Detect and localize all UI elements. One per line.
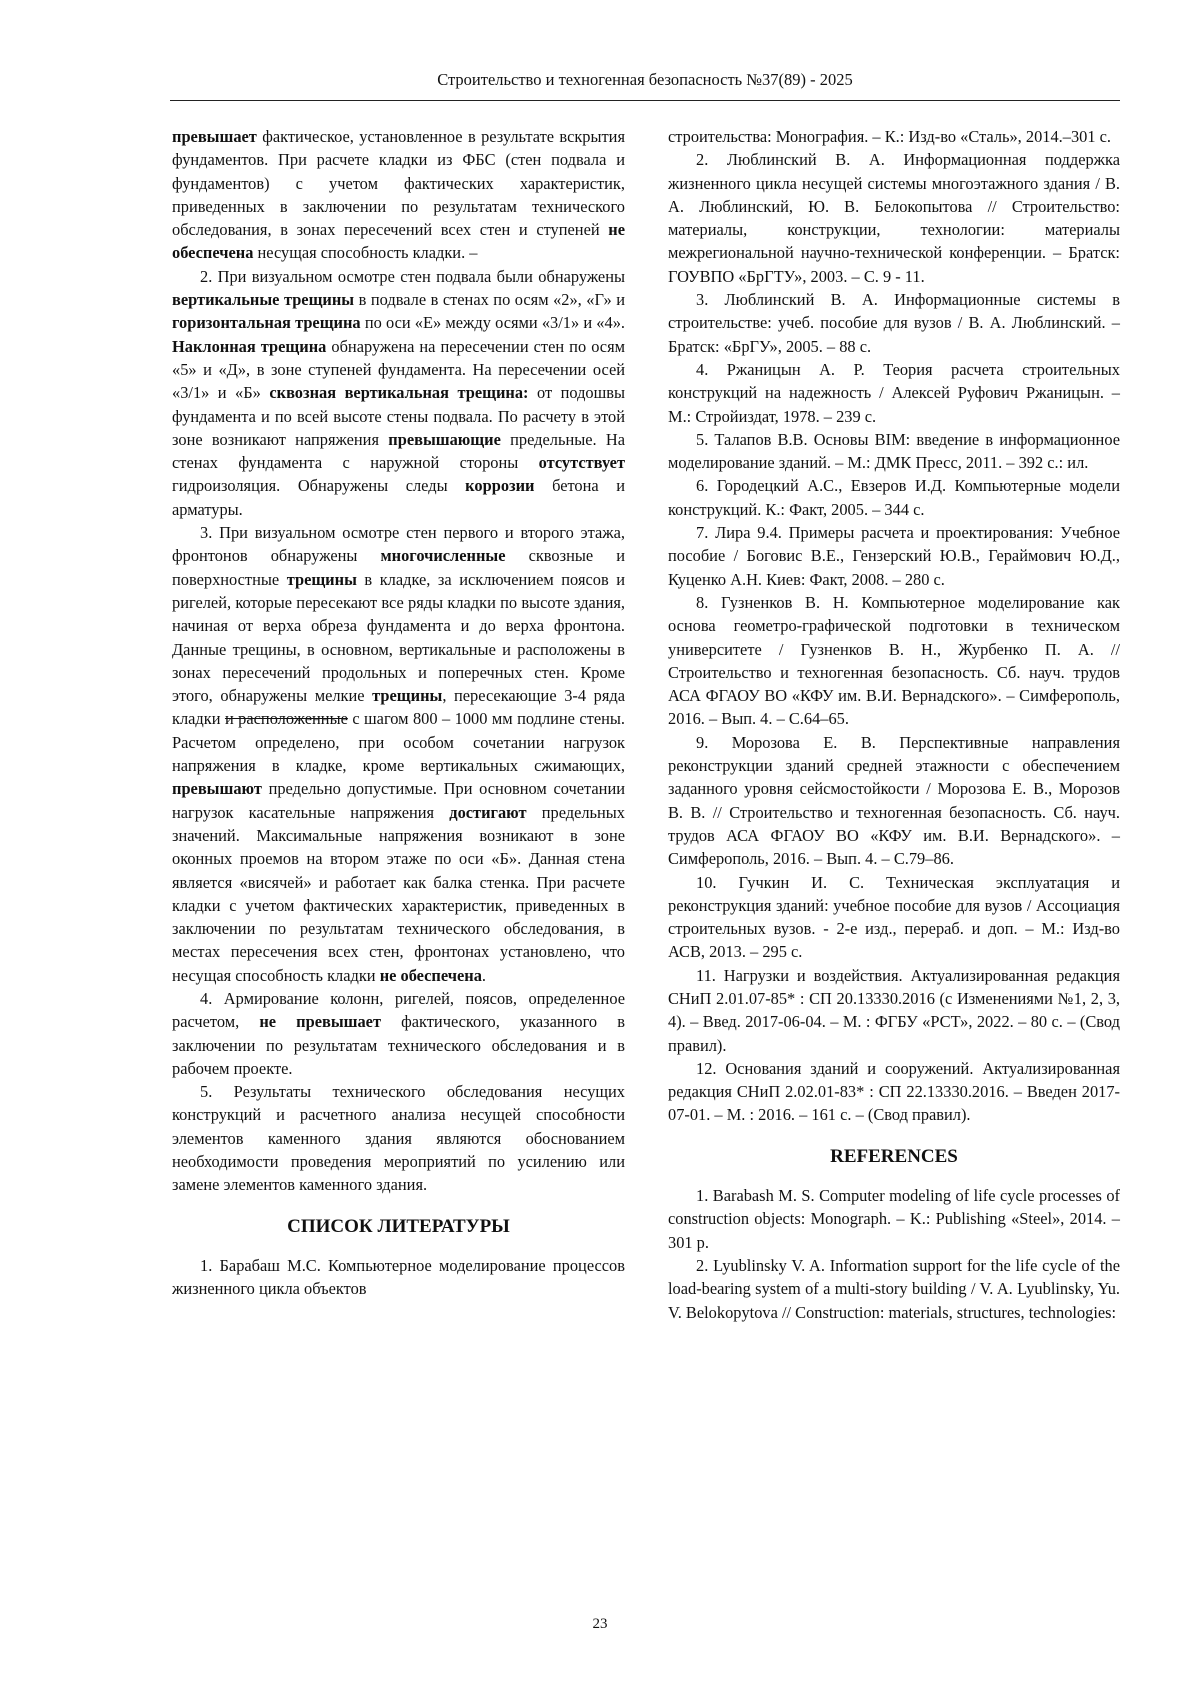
reference-item: 9. Морозова Е. В. Перспективные направления реконструкции зданий средней этажности с обеспечением заданного уровня сейсмостойкости / Морозова Е. В., Морозов В. В. // Строительство и техногенная безопасность. Сб. науч. трудов АСА ФГАОУ ВО «КФУ им. В.И. Вернадского». – Симферополь, 2016. – Вып. 4. – С.79–86. xyxy=(668,732,1120,869)
reference-item: 12. Основания зданий и сооружений. Актуализированная редакция СНиП 2.02.01-83* : СП 22.13330.2016. – Введен 2017-07-01. – М. : 2016. – 161 с. – (Свод правил). xyxy=(668,1058,1120,1125)
reference-item: 8. Гузненков В. Н. Компьютерное моделирование как основа геометро-графической подготовки в техническом университете / Гузненков В. Н., Журбенко П. А. // Строительство и техногенная безопасность. Сб. науч. трудов АСА ФГАОУ ВО «КФУ им. В.И. Вернадского». – Симферополь, 2016. – Вып. 4. – С.64–65. xyxy=(668,592,1120,729)
right-column xyxy=(668,125,1120,1324)
paragraph-3: 3. При визуальном осмотре стен первого и второго этажа, фронтонов обнаружены многочисленные сквозные и поверхностные трещины в кладке, за исключением поясов и ригелей, которые пересекают все ряды кладки по высоте здания, начиная от верха обреза фундамента и до верха фронтона. Данные трещины, в основном, вертикальные и расположены в зонах пересечений продольных и поперечных стен. Кроме этого, обнаружены мелкие трещины, пересекающие 3-4 ряда кладки и расположенные с шагом 800 – 1000 мм подлине стены. Расчетом определено, при особом сочетании нагрузок напряжения в кладке, кроме вертикальных сжимающих, превышают предельно допустимые. При основном сочетании нагрузок касательные напряжения достигают предельных значений. Максимальные напряжения возникают в зоне оконных проемов на втором этаже по оси «Б». Данная стена является «висячей» и работает как балка стенка. При расчете кладки с учетом фактических характеристик, приведенных в заключении по результатам технического обследования, в местах пересечения всех стен, фронтонах установлено, что несущая способность кладки не обеспечена. xyxy=(172,523,626,985)
paragraph-5: 5. Результаты технического обследования несущих конструкций и расчетного анализа несущей способности элементов каменного здания являются обоснованием необходимости проведения мероприятий по усилению или замене элементов каменного здания. xyxy=(172,1082,625,1195)
references-heading: REFERENCES xyxy=(830,1145,958,1167)
reference-item: 6. Городецкий А.С., Евзеров И.Д. Компьютерные модели конструкций. К.: Факт, 2005. – 344 с. xyxy=(668,476,1120,519)
paragraph-1: превышает фактическое, установленное в результате вскрытия фундаментов. При расчете кладки из ФБС (стен подвала и фундаментов) с учетом фактических характеристик, приведенных в заключении по результатам технического обследования, в зонах пересечений всех стен и ступеней не обеспечена несущая способность кладки. – xyxy=(172,127,625,263)
bold-text: вертикальные трещины xyxy=(172,290,355,310)
bold-text: трещины xyxy=(286,569,357,589)
paragraph-4: 4. Армирование колонн, ригелей, поясов, определенное расчетом, не превышает фактического, указанного в заключении по результатам технического обследования и в рабочем проекте. xyxy=(172,988,625,1078)
literature-heading: СПИСОК ЛИТЕРАТУРЫ xyxy=(287,1215,510,1237)
bold-text: не обеспечена xyxy=(379,965,482,985)
bold-text: горизонтальная трещина xyxy=(172,313,361,333)
reference-item: 2. Люблинский В. А. Информационная поддержка жизненного цикла несущей системы многоэтажного здания / В. А. Люблинский, Ю. В. Белокопытова // Строительство: материалы, конструкции, технологии: материалы межрегиональной научно-технической конференции. – Братск: ГОУВПО «БрГТУ», 2003. – С. 9 - 11. xyxy=(668,150,1120,286)
page-number: 23 xyxy=(592,1616,608,1632)
bold-text: отсутствует xyxy=(538,453,625,473)
strikethrough-text: и расположенные xyxy=(224,709,348,729)
reference-1-end: строительства: Монография. – К.: Изд-во «Сталь», 2014.–301 с. xyxy=(668,127,1112,146)
bold-text: Наклонная трещина xyxy=(172,336,327,356)
bold-text: превышает xyxy=(172,127,257,146)
reference-item: 5. Талапов В.В. Основы BIM: введение в информационное моделирование зданий. – М.: ДМК Пресс, 2011. – 392 с.: ил. xyxy=(668,429,1120,473)
left-column xyxy=(172,125,625,1301)
reference-item: 3. Люблинский В. А. Информационные системы в строительстве: учеб. пособие для вузов / В. А. Люблинский. – Братск: «БрГУ», 2005. – 88 с. xyxy=(668,290,1120,356)
reference-item: 4. Ржаницын А. Р. Теория расчета строительных конструкций на надежность / Алексей Руфович Ржаницын. – М.: Стройиздат, 1978. – 239 с. xyxy=(668,359,1120,426)
bold-text: достигают xyxy=(449,802,527,822)
bold-text: превышающие xyxy=(388,429,501,449)
en-reference-item: 1. Barabash M. S. Computer modeling of life cycle processes of construction objects: Monograph. – K.: Publishing «Steel», 2014. – 301 p. xyxy=(668,1186,1120,1252)
bold-text: не превышает xyxy=(259,1012,382,1032)
journal-header: Строительство и техногенная безопасность №37(89) - 2025 xyxy=(437,70,853,89)
bold-text: многочисленные xyxy=(380,546,506,566)
reference-item: 7. Лира 9.4. Примеры расчета и проектирования: Учебное пособие / Боговис В.Е., Гензерский Ю.В., Гераймович Ю.Д., Куценко А.Н. Киев: Факт, 2008. – 280 с. xyxy=(668,523,1120,589)
reference-item: 11. Нагрузки и воздействия. Актуализированная редакция СНиП 2.01.07-85* : СП 20.13330.2016 (с Изменениями №1, 2, 3, 4). – Введ. 2017-06-04. – М. : ФГБУ «РСТ», 2022. – 80 с. – (Свод правил). xyxy=(668,965,1120,1055)
paragraph-2: 2. При визуальном осмотре стен подвала были обнаружены вертикальные трещины в подвале в стенах по осям «2», «Г» и горизонтальная трещина по оси «Е» между осями «3/1» и «4». Наклонная трещина обнаружена на пересечении стен по осям «5» и «Д», в зоне ступеней фундамента. На пересечении осей «3/1» и «Б» сквозная вертикальная трещина: от подошвы фундамента и по всей высоте стены подвала. По расчету в этой зоне возникают напряжения превышающие предельные. На стенах фундамента с наружной стороны отсутствует гидроизоляция. Обнаружены следы коррозии бетона и арматуры. xyxy=(172,266,625,519)
reference-item: 10. Гучкин И. С. Техническая эксплуатация и реконструкция зданий: учебное пособие для вузов / Ассоциация строительных вузов. - 2-е изд., перераб. и доп. – М.: Изд-во АСВ, 2013. – 295 с. xyxy=(668,872,1120,962)
bold-text: коррозии xyxy=(465,476,535,496)
bold-text: превышают xyxy=(172,779,262,799)
bold-text: сквозная вертикальная трещина: xyxy=(269,383,529,403)
en-reference-item: 2. Lyublinsky V. A. Information support for the life cycle of the load-bearing system of a multi-story building / V. A. Lyublinsky, Yu. V. Belokopytova // Construction: materials, structures, technologies: xyxy=(668,1255,1120,1322)
bold-text: не обеспечена xyxy=(172,220,625,263)
reference-1-start: 1. Барабаш М.С. Компьютерное моделирование процессов жизненного цикла объектов xyxy=(172,1255,625,1299)
bold-text: трещины xyxy=(372,686,443,706)
header-rule xyxy=(170,100,1120,101)
